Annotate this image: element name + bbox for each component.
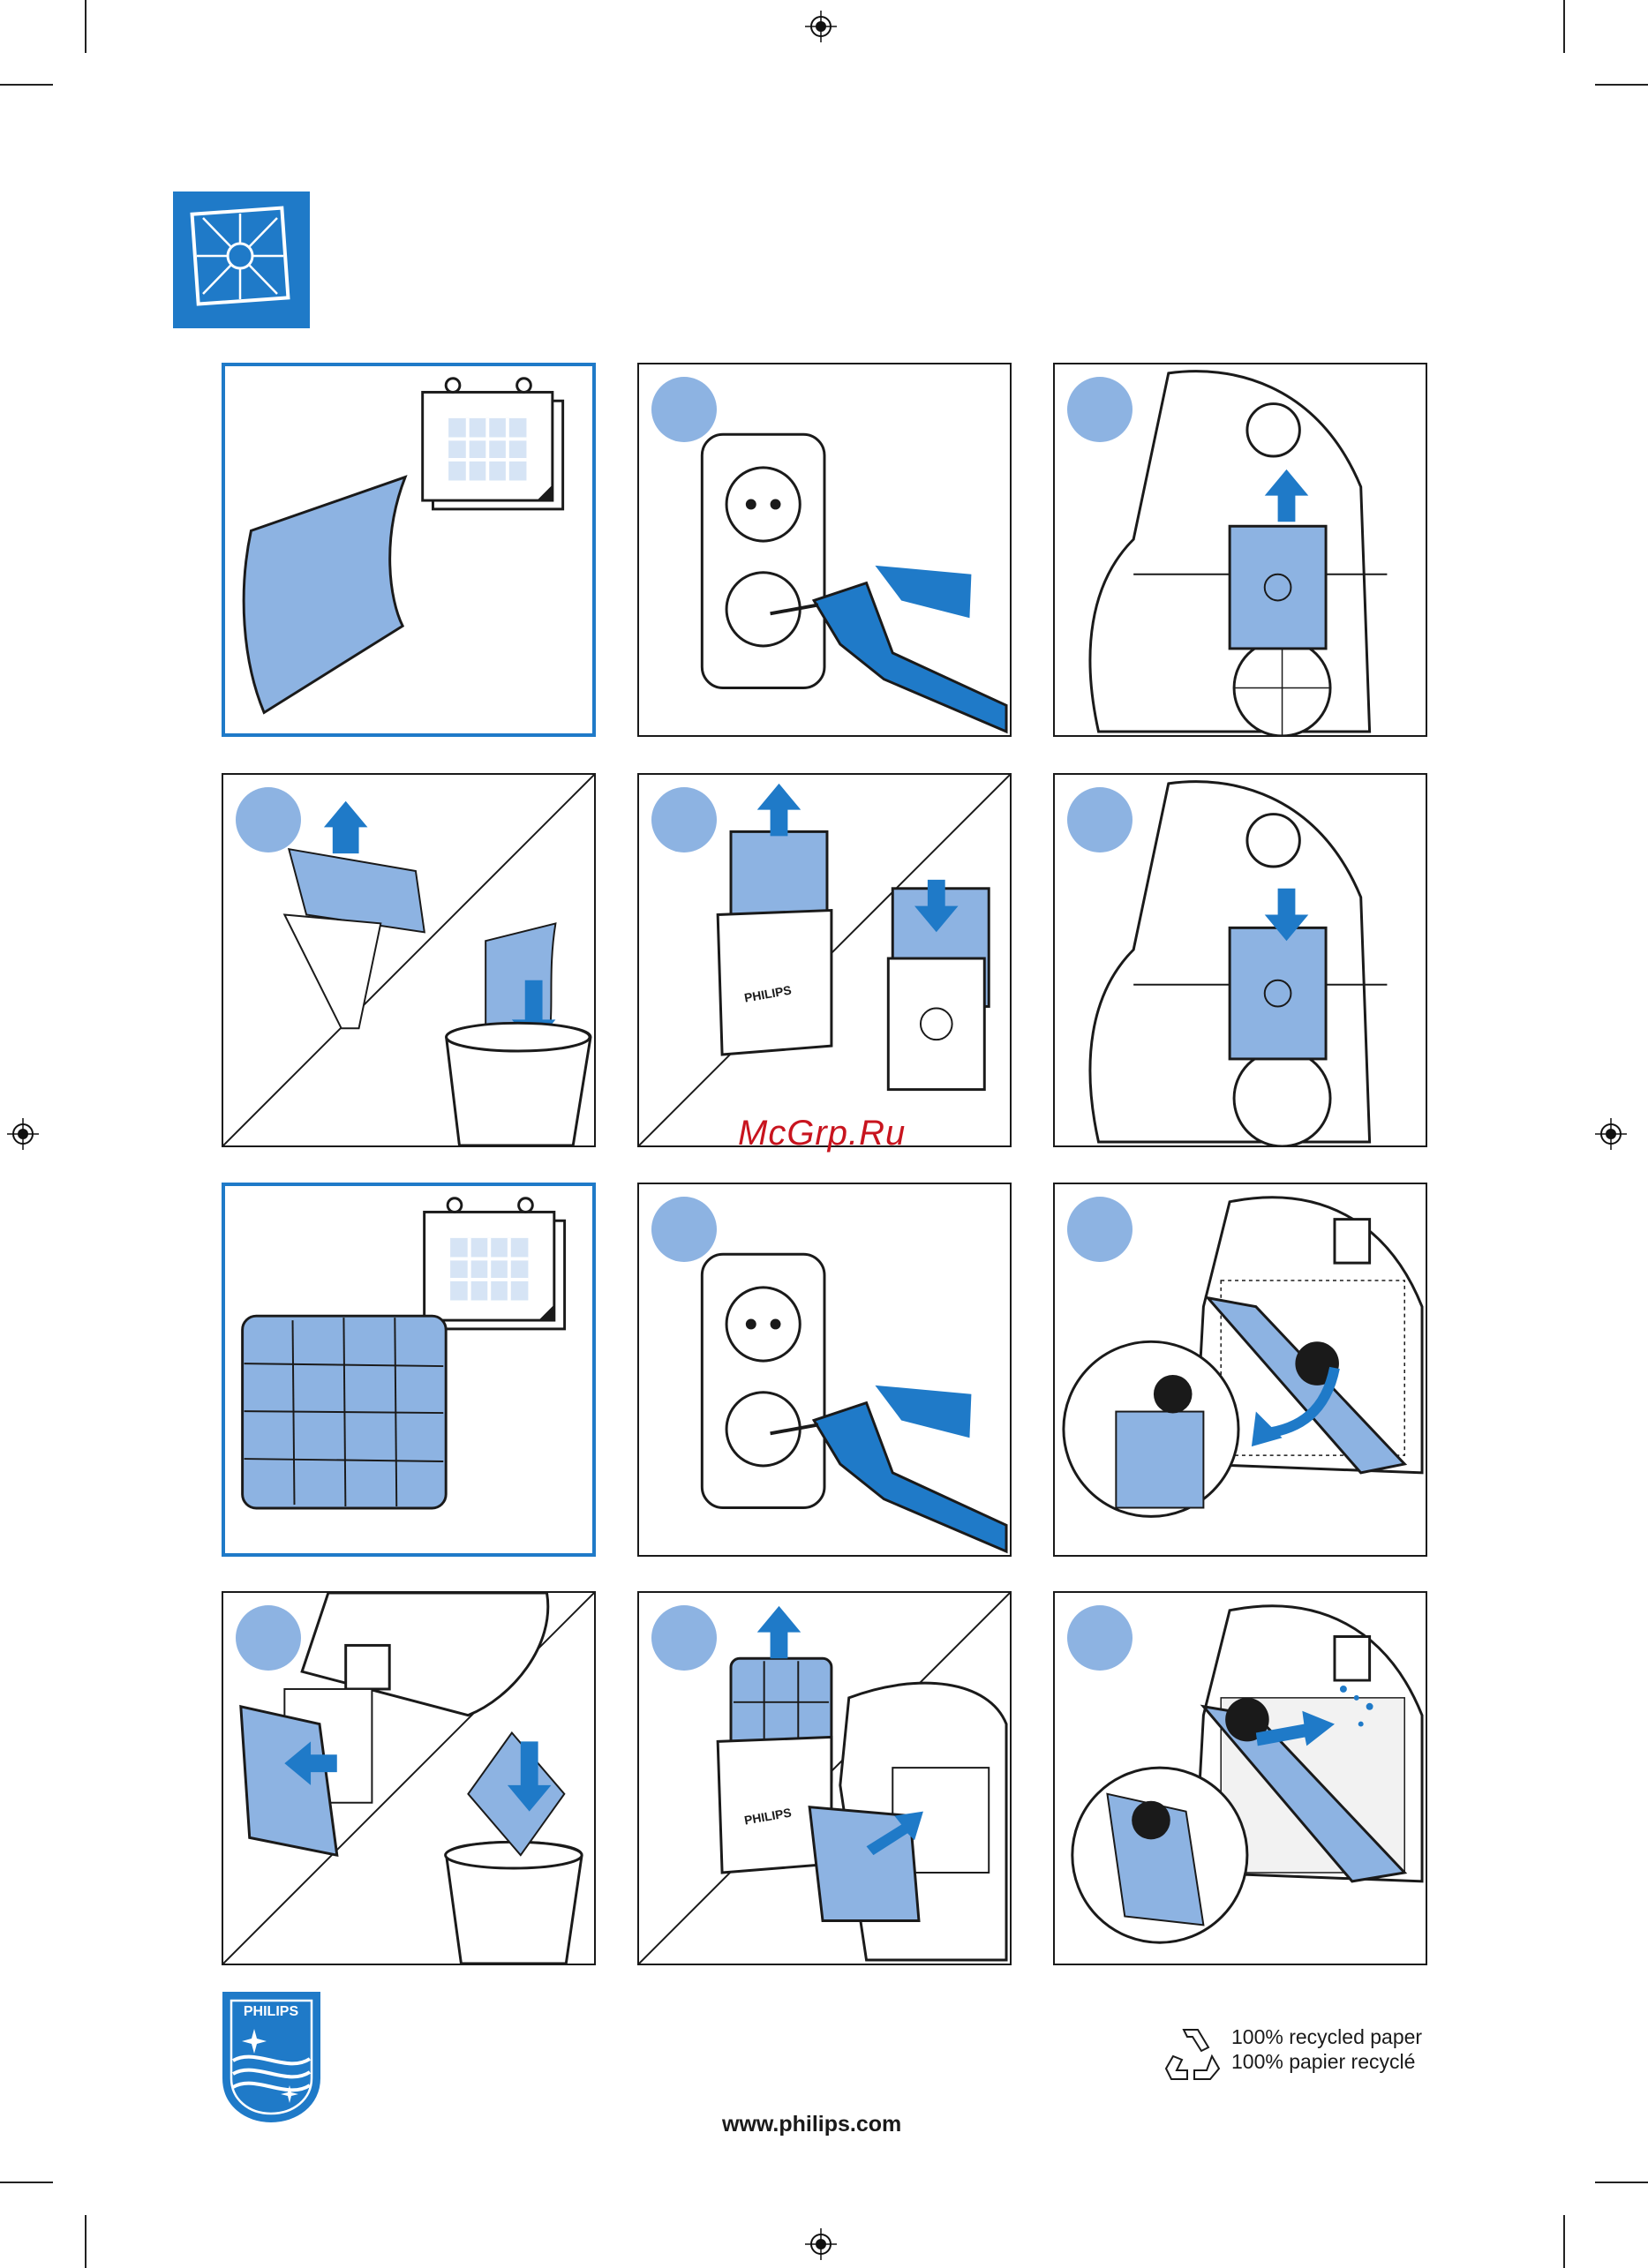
step-number-badge — [236, 1605, 301, 1671]
crop-mark — [0, 84, 53, 86]
step-number-badge — [1067, 1197, 1133, 1262]
filter-icon — [173, 192, 310, 328]
panel-step-unplug — [637, 363, 1012, 737]
step-number-badge — [1067, 377, 1133, 442]
crop-mark — [0, 2182, 53, 2183]
step-number-badge — [1067, 787, 1133, 852]
step-number-badge — [1067, 1605, 1133, 1671]
recycled-paper-text: 100% recycled paper — [1231, 2025, 1423, 2048]
crop-mark — [1595, 84, 1648, 86]
panel-exhaust-filter-replace-interval — [222, 1183, 596, 1557]
step-number-badge — [651, 787, 717, 852]
recycle-icon — [1159, 2021, 1223, 2084]
panel-step-remove-filter — [1053, 363, 1427, 737]
step-number-badge — [651, 1605, 717, 1671]
step-number-badge — [651, 1197, 717, 1262]
panel-step-open-exhaust-grille — [1053, 1183, 1427, 1557]
panel-step-discard-filter — [222, 773, 596, 1147]
registration-mark-icon — [1595, 1118, 1627, 1150]
calendar-icon — [425, 1198, 565, 1329]
philips-logo — [221, 1990, 322, 2124]
crop-mark — [1563, 2215, 1565, 2268]
philips-pack-label: PHILIPS — [742, 982, 793, 1005]
filter-frame — [1230, 526, 1326, 649]
panel-step-insert-new-filter — [637, 773, 1012, 1147]
crop-mark — [1563, 0, 1565, 53]
crop-mark — [1595, 2182, 1648, 2183]
registration-mark-icon — [805, 2228, 837, 2260]
panel-step-place-filter — [1053, 773, 1427, 1147]
panel-step-close-exhaust-grille — [1053, 1591, 1427, 1965]
website-url[interactable]: www.philips.com — [722, 2112, 902, 2137]
philips-pack-label: PHILIPS — [742, 1805, 793, 1828]
crop-mark — [85, 0, 87, 53]
registration-mark-icon — [805, 11, 837, 42]
step-number-badge — [236, 787, 301, 852]
panel-step-insert-new-exhaust-filter — [637, 1591, 1012, 1965]
crop-mark — [85, 2215, 87, 2268]
philips-logo-text: PHILIPS — [243, 2004, 299, 2019]
recycled-paper-text-fr: 100% papier recyclé — [1231, 2050, 1416, 2073]
panel-step-remove-exhaust-filter — [222, 1591, 596, 1965]
registration-mark-icon — [7, 1118, 39, 1150]
step-number-badge — [651, 377, 717, 442]
calendar-icon — [423, 379, 563, 509]
watermark: McGrp.Ru — [738, 1114, 907, 1153]
panel-step-unplug-2 — [637, 1183, 1012, 1557]
panel-filter-replace-interval — [222, 363, 596, 737]
